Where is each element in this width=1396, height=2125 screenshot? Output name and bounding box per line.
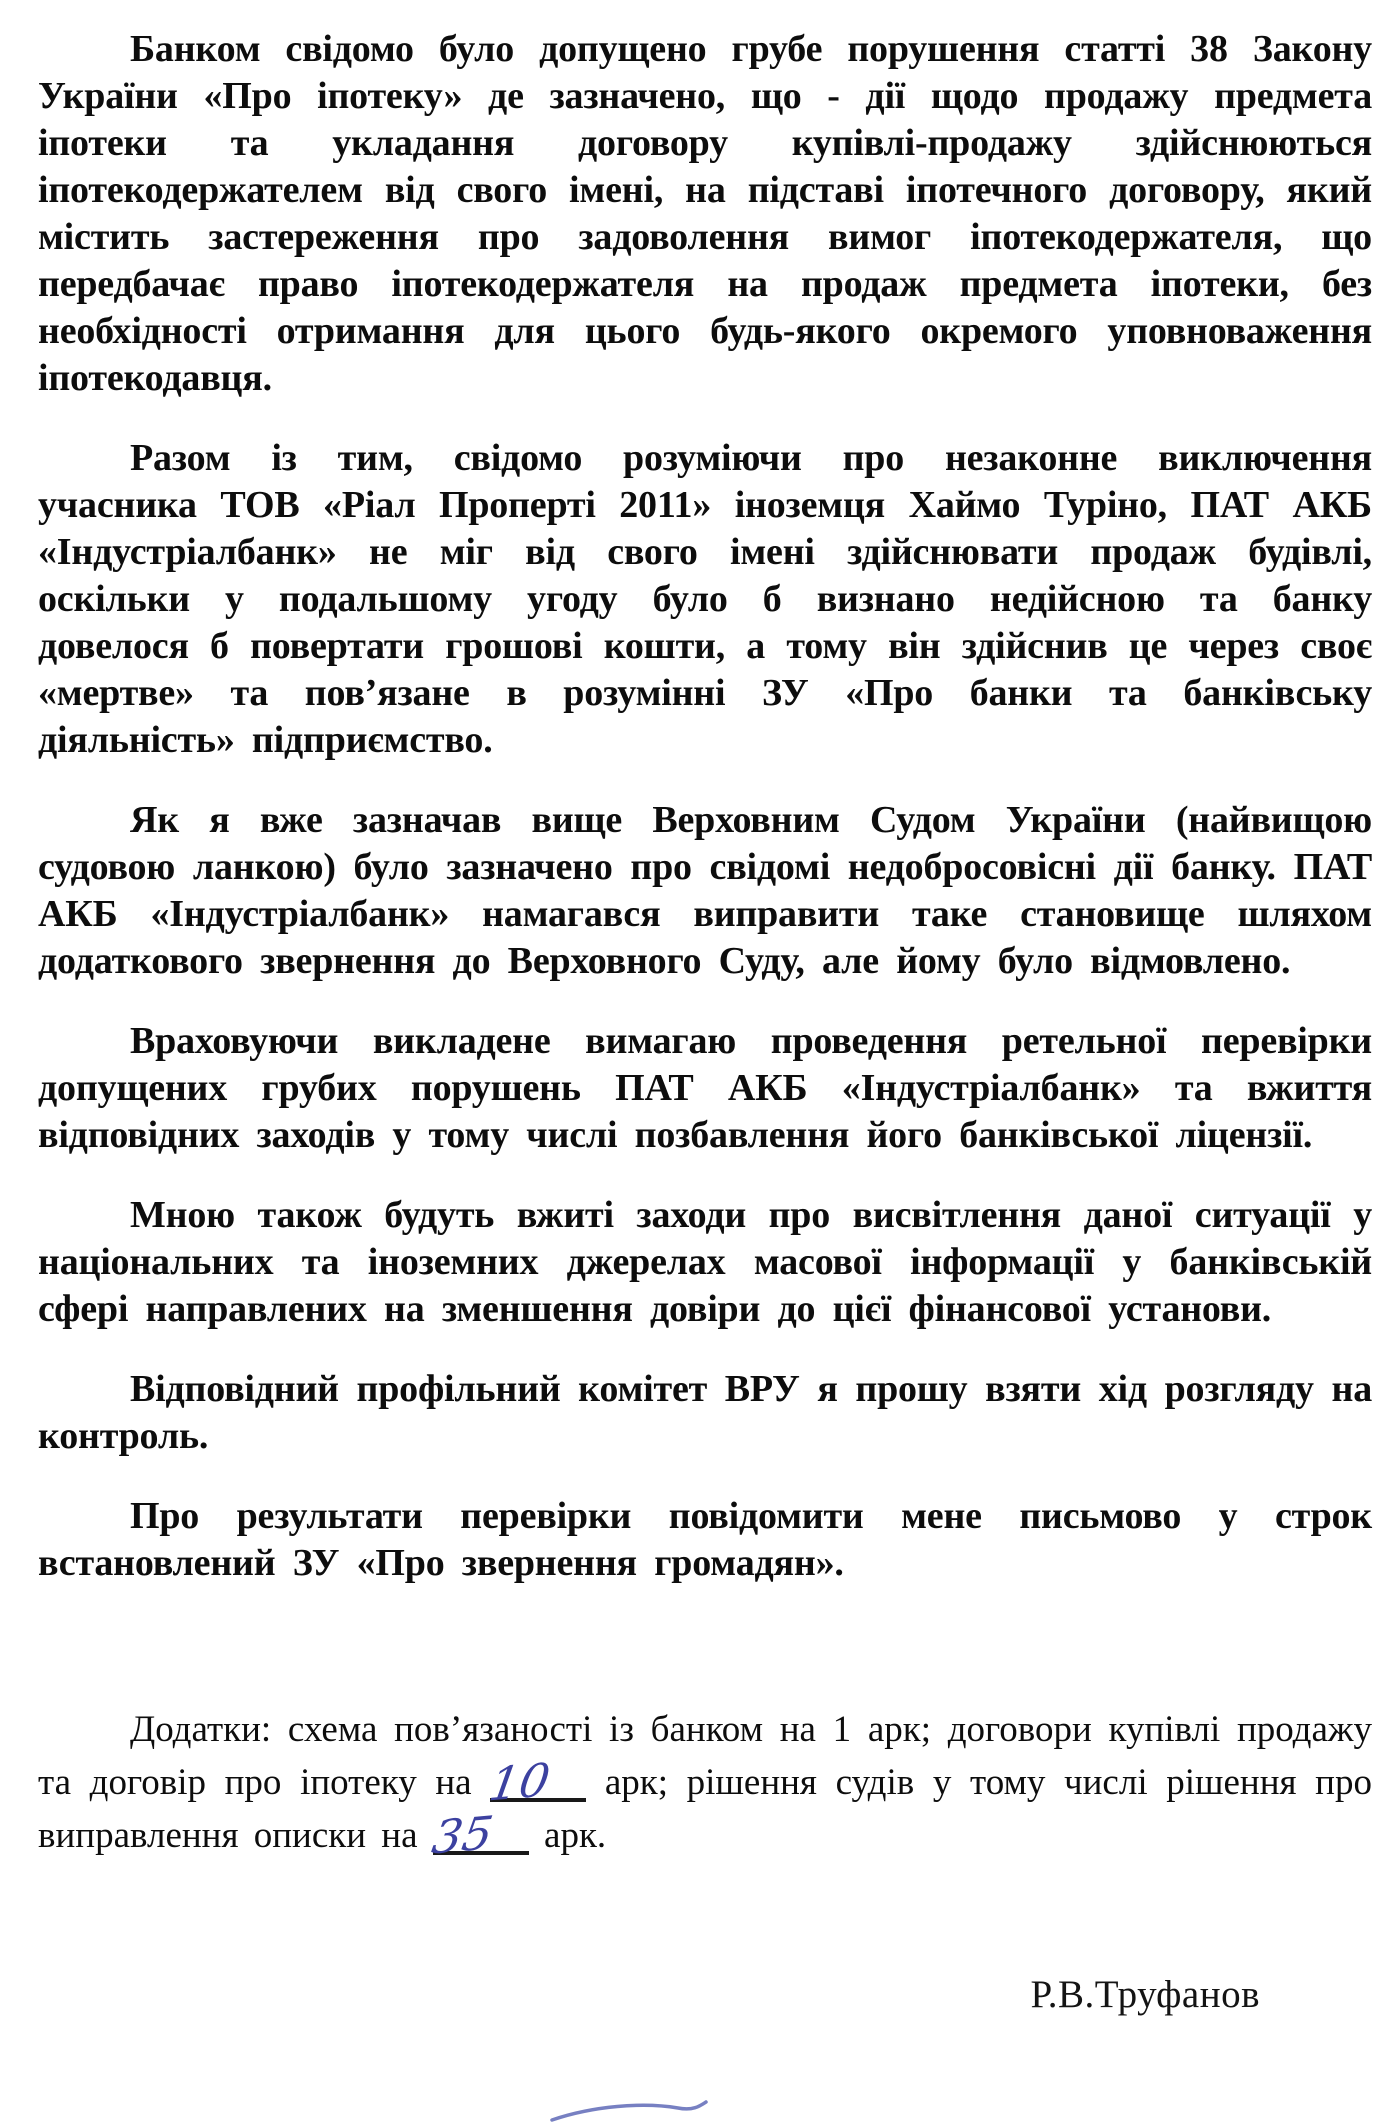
paragraph-supreme-court: Як я вже зазначав вище Верховним Судом України (найвищою судовою ланкою) було зазначено про свідомі недобросовісні дії банку. ПАТ АКБ «Індустріалбанк» намагався виправити таке становище шляхом додаткового звернення до Верховного Суду, але йому було відмовлено.: [38, 799, 1372, 982]
attachments-text-2: арк; рішення судів у тому числі рішення про виправлення описки на: [38, 1762, 1372, 1856]
sheet-count-blank-1: [485, 1752, 586, 1812]
pen-signature-remnant: [548, 2100, 748, 2125]
paragraph-demand-inspection: Враховуючи викладене вимагаю проведення ретельної перевірки допущених грубих порушень ПАТ АКБ «Індустріалбанк» та вжиття відповідних заходів у тому числі позбавлення його банківської ліцензії.: [38, 1020, 1372, 1156]
paragraph-committee-control: Відповідний профільний комітет ВРУ я прошу взяти хід розгляду на контроль.: [38, 1368, 1372, 1457]
attachments-paragraph: [38, 1703, 1372, 1865]
paragraph-media-measures: Мною також будуть вжиті заходи про висвітлення даної ситуації у національних та іноземних джерелах масової інформації у банківській сфері направлених на зменшення довіри до цієї фінансової установи.: [38, 1194, 1372, 1330]
signature-row: [38, 1972, 1372, 2017]
attachments-text-1: Додатки: схема пов’язаності із банком на 1 арк; договори купівлі продажу та договір про іпотеку на: [38, 1709, 1372, 1803]
paragraph-illegal-exclusion: Разом із тим, свідомо розуміючи про незаконне виключення учасника ТОВ «Ріал Проперті 2011» іноземця Хаймо Туріно, ПАТ АКБ «Індустріалбанк» не міг від свого імені здійснювати продаж будівлі, оскільки у подальшому угоду було б визнано недійсною та банку довелося б повертати грошові кошти, а тому він здійснив це через своє «мертве» та пов’язане в розумінні ЗУ «Про банки та банківську діяльність» підприємство.: [38, 437, 1372, 761]
sheet-count-blank-2: [428, 1805, 529, 1865]
handwritten-sheet-count-2: 35: [428, 1805, 497, 1865]
handwritten-sheet-count-1: 10: [485, 1752, 554, 1812]
paragraph-violation-article-38: Банком свідомо було допущено грубе порушення статті 38 Закону України «Про іпотеку» де зазначено, що - дії щодо продажу предмета іпотеки та укладання договору купівлі-продажу здійснюються іпотекодержателем від свого імені, на підставі іпотечного договору, який містить застереження про задоволення вимог іпотекодержателя, що передбачає право іпотекодержателя на продаж предмета іпотеки, без необхідності отримання для цього будь-якого окремого уповноваження іпотекодавця.: [38, 28, 1372, 399]
attachments-text-3: арк.: [528, 1815, 607, 1856]
signatory-name: Р.В.Труфанов: [1030, 1973, 1260, 2016]
paragraph-response-request: Про результати перевірки повідомити мене письмово у строк встановлений ЗУ «Про звернення громадян».: [38, 1495, 1372, 1584]
